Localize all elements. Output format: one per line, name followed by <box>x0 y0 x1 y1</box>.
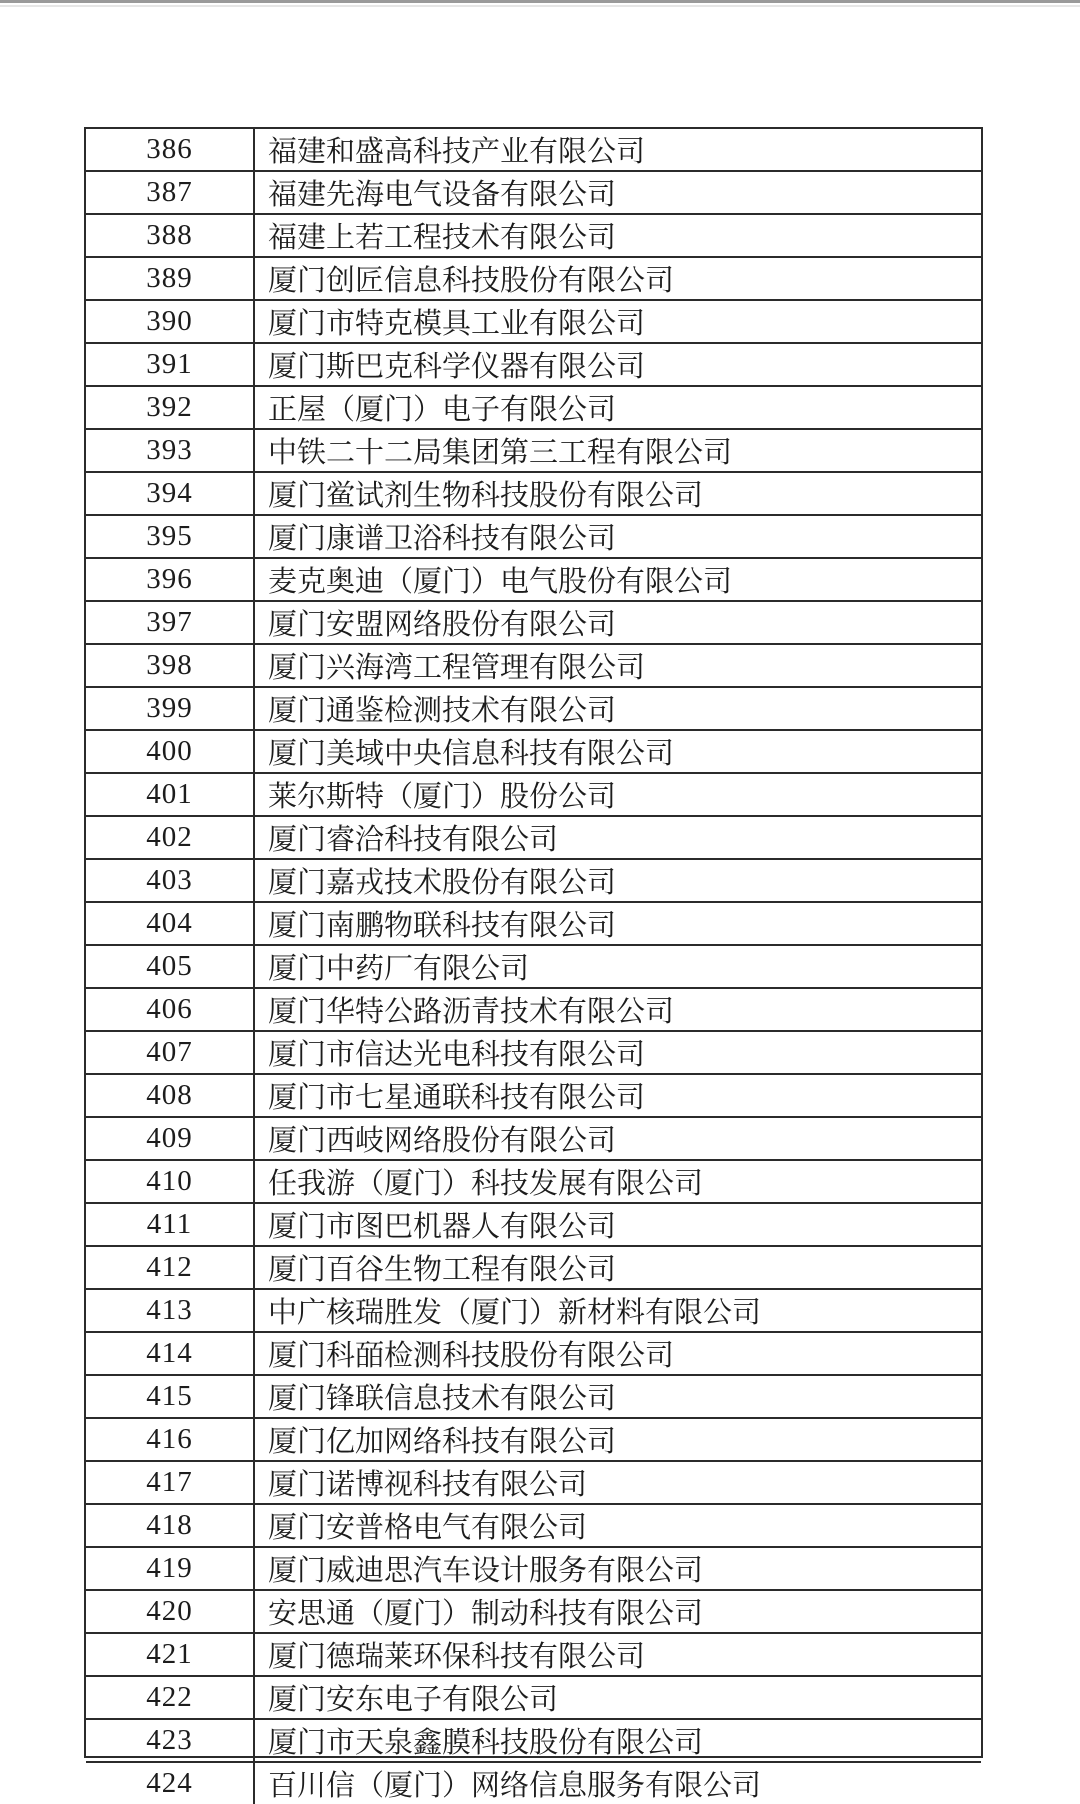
row-number-cell: 411 <box>86 1204 255 1245</box>
company-name-cell: 安思通（厦门）制动科技有限公司 <box>268 1598 704 1630</box>
company-name-cell: 厦门中药厂有限公司 <box>268 953 530 985</box>
row-number-cell: 391 <box>86 344 255 385</box>
row-number-cell: 396 <box>86 559 255 600</box>
table-row <box>86 944 981 987</box>
row-number-cell: 386 <box>86 129 255 170</box>
row-number-cell: 399 <box>86 688 255 729</box>
company-name-cell: 厦门安盟网络股份有限公司 <box>268 609 617 641</box>
company-name-cell: 厦门通鉴检测技术有限公司 <box>268 695 617 727</box>
company-name-cell: 厦门安普格电气有限公司 <box>268 1512 588 1544</box>
table-row <box>86 1632 981 1675</box>
table-row <box>86 1202 981 1245</box>
company-list-table <box>84 127 983 1802</box>
table-row <box>86 987 981 1030</box>
table-row <box>86 1159 981 1202</box>
table-row <box>86 1460 981 1503</box>
row-number-cell: 398 <box>86 645 255 686</box>
company-name-cell: 厦门南鹏物联科技有限公司 <box>268 910 617 942</box>
row-number-cell: 403 <box>86 860 255 901</box>
company-name-cell: 福建先海电气设备有限公司 <box>268 179 617 211</box>
table-row <box>86 342 981 385</box>
row-number-cell: 407 <box>86 1032 255 1073</box>
table-row <box>86 643 981 686</box>
company-name-cell: 厦门科皕检测科技股份有限公司 <box>268 1340 675 1372</box>
company-name-cell: 福建上若工程技术有限公司 <box>268 222 617 254</box>
row-number-cell: 410 <box>86 1161 255 1202</box>
company-name-cell: 中铁二十二局集团第三工程有限公司 <box>268 437 733 469</box>
company-name-cell: 厦门锋联信息技术有限公司 <box>268 1383 617 1415</box>
table-row <box>86 1331 981 1374</box>
table-row <box>86 385 981 428</box>
table-row <box>86 1030 981 1073</box>
table-row <box>86 600 981 643</box>
table-row <box>86 1589 981 1632</box>
row-number-cell: 397 <box>86 602 255 643</box>
company-name-cell: 厦门威迪思汽车设计服务有限公司 <box>268 1555 704 1587</box>
row-number-cell: 424 <box>86 1763 255 1804</box>
top-divider-line <box>0 0 1080 3</box>
table-row <box>86 1761 981 1804</box>
row-number-cell: 390 <box>86 301 255 342</box>
table-row <box>86 1288 981 1331</box>
row-number-cell: 389 <box>86 258 255 299</box>
table-row <box>86 686 981 729</box>
table-row <box>86 1675 981 1718</box>
company-name-cell: 厦门安东电子有限公司 <box>268 1684 559 1716</box>
table-row <box>86 213 981 256</box>
company-name-cell: 正屋（厦门）电子有限公司 <box>268 394 617 426</box>
row-number-cell: 406 <box>86 989 255 1030</box>
table-row <box>86 901 981 944</box>
company-name-cell: 厦门睿洽科技有限公司 <box>268 824 559 856</box>
table-row <box>86 557 981 600</box>
row-number-cell: 417 <box>86 1462 255 1503</box>
table-row <box>86 1503 981 1546</box>
company-name-cell: 厦门市天泉鑫膜科技股份有限公司 <box>268 1727 704 1759</box>
company-name-cell: 厦门兴海湾工程管理有限公司 <box>268 652 646 684</box>
row-number-cell: 394 <box>86 473 255 514</box>
row-number-cell: 415 <box>86 1376 255 1417</box>
table-row <box>86 514 981 557</box>
table-row <box>86 1417 981 1460</box>
company-name-cell: 厦门美域中央信息科技有限公司 <box>268 738 675 770</box>
company-name-cell: 厦门市信达光电科技有限公司 <box>268 1039 646 1071</box>
table-row <box>86 1245 981 1288</box>
company-name-cell: 福建和盛高科技产业有限公司 <box>268 136 646 168</box>
company-name-cell: 厦门市图巴机器人有限公司 <box>268 1211 617 1243</box>
row-number-cell: 392 <box>86 387 255 428</box>
table-row <box>86 1718 981 1761</box>
table-row <box>86 729 981 772</box>
company-name-cell: 中广核瑞胜发（厦门）新材料有限公司 <box>268 1297 762 1329</box>
row-number-cell: 393 <box>86 430 255 471</box>
company-name-cell: 厦门华特公路沥青技术有限公司 <box>268 996 675 1028</box>
company-name-cell: 厦门亿加网络科技有限公司 <box>268 1426 617 1458</box>
row-number-cell: 400 <box>86 731 255 772</box>
row-number-cell: 408 <box>86 1075 255 1116</box>
row-number-cell: 423 <box>86 1720 255 1761</box>
table-row <box>86 1116 981 1159</box>
row-number-cell: 409 <box>86 1118 255 1159</box>
row-number-cell: 401 <box>86 774 255 815</box>
table-row <box>86 256 981 299</box>
table-row <box>86 428 981 471</box>
top-divider-line-faint <box>0 5 1080 7</box>
row-number-cell: 416 <box>86 1419 255 1460</box>
table-row <box>86 299 981 342</box>
company-name-cell: 厦门嘉戎技术股份有限公司 <box>268 867 617 899</box>
table-row <box>86 772 981 815</box>
company-name-cell: 厦门德瑞莱环保科技有限公司 <box>268 1641 646 1673</box>
company-name-cell: 百川信（厦门）网络信息服务有限公司 <box>268 1770 762 1802</box>
table-row <box>86 129 981 170</box>
row-number-cell: 405 <box>86 946 255 987</box>
row-number-cell: 402 <box>86 817 255 858</box>
company-name-cell: 厦门市特克模具工业有限公司 <box>268 308 646 340</box>
company-name-cell: 厦门西岐网络股份有限公司 <box>268 1125 617 1157</box>
row-number-cell: 387 <box>86 172 255 213</box>
row-number-cell: 395 <box>86 516 255 557</box>
company-name-cell: 莱尔斯特（厦门）股份公司 <box>268 781 617 813</box>
company-name-cell: 麦克奥迪（厦门）电气股份有限公司 <box>268 566 733 598</box>
table-row <box>86 1374 981 1417</box>
row-number-cell: 404 <box>86 903 255 944</box>
row-number-cell: 412 <box>86 1247 255 1288</box>
row-number-cell: 422 <box>86 1677 255 1718</box>
company-name-cell: 厦门创匠信息科技股份有限公司 <box>268 265 675 297</box>
row-number-cell: 419 <box>86 1548 255 1589</box>
company-name-cell: 厦门百谷生物工程有限公司 <box>268 1254 617 1286</box>
row-number-cell: 388 <box>86 215 255 256</box>
table-row <box>86 1546 981 1589</box>
company-name-cell: 厦门市七星通联科技有限公司 <box>268 1082 646 1114</box>
company-name-cell: 厦门康谱卫浴科技有限公司 <box>268 523 617 555</box>
row-number-cell: 420 <box>86 1591 255 1632</box>
row-number-cell: 413 <box>86 1290 255 1331</box>
table-row <box>86 471 981 514</box>
company-name-cell: 厦门斯巴克科学仪器有限公司 <box>268 351 646 383</box>
row-number-cell: 418 <box>86 1505 255 1546</box>
company-name-cell: 厦门鲎试剂生物科技股份有限公司 <box>268 480 704 512</box>
company-name-cell: 厦门诺博视科技有限公司 <box>268 1469 588 1501</box>
table-row <box>86 815 981 858</box>
table-row <box>86 858 981 901</box>
row-number-cell: 414 <box>86 1333 255 1374</box>
table-row <box>86 1073 981 1116</box>
table-row <box>86 170 981 213</box>
company-name-cell: 任我游（厦门）科技发展有限公司 <box>268 1168 704 1200</box>
row-number-cell: 421 <box>86 1634 255 1675</box>
